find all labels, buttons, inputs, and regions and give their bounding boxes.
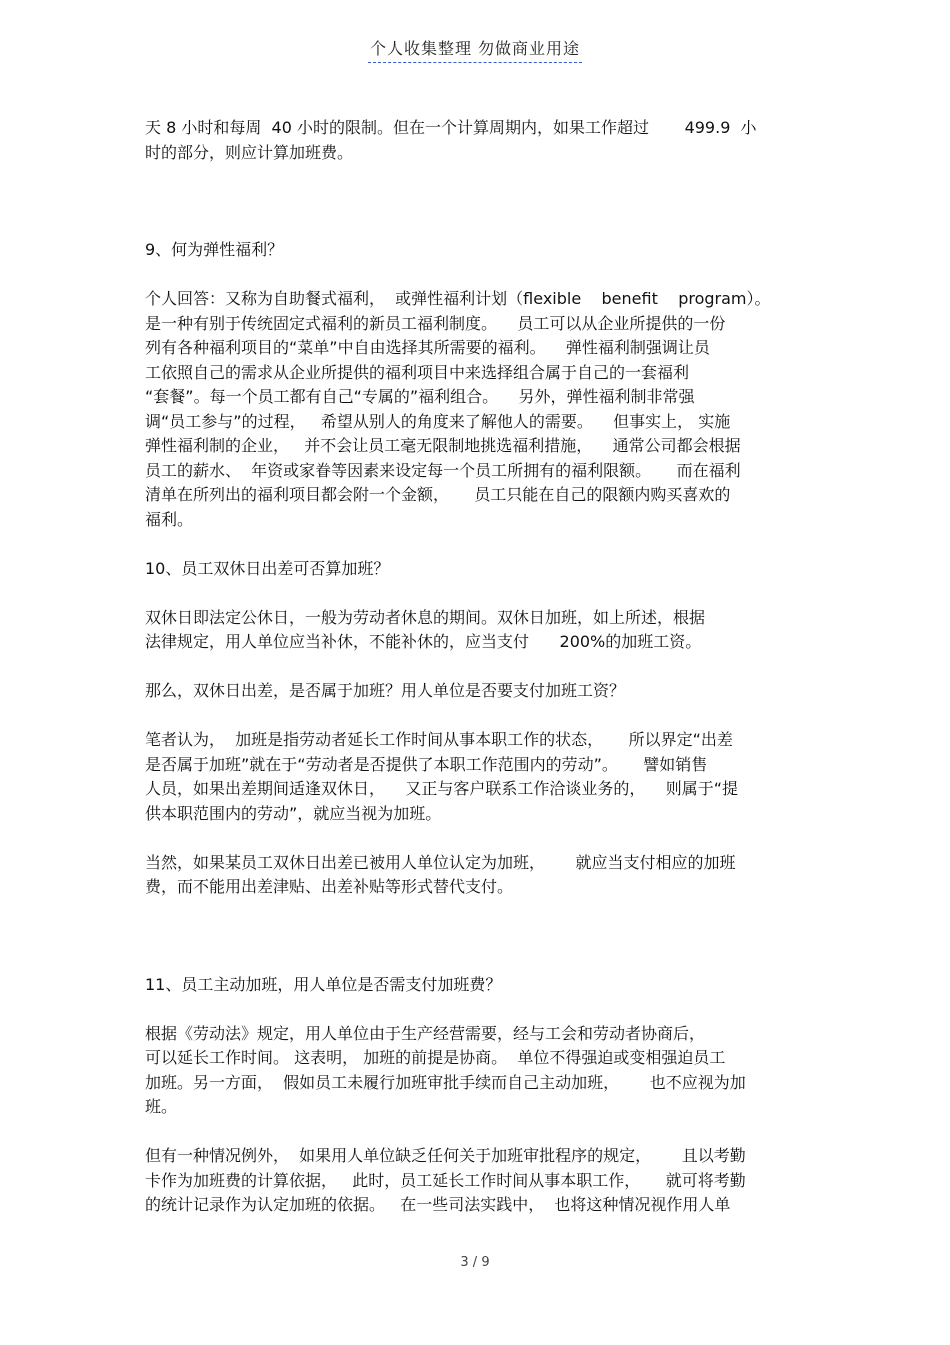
text-line: 笔者认为， 加班是指劳动者延长工作时间从事本职工作的状态， 所以界定“出差 — [145, 730, 733, 749]
text-line: 福利。 — [145, 509, 194, 529]
text-line: 是否属于加班”就在于“劳动者是否提供了本职工作范围内的劳动”。 譬如销售 — [145, 754, 708, 774]
question-heading: 10、员工双休日出差可否算加班？ — [145, 558, 390, 578]
text-line: 费，而不能用出差津贴、出差补贴等形式替代支付。 — [145, 877, 514, 896]
text-line: 可以延长工作时间。 这表明， 加班的前提是协商。 单位不得强迫或变相强迫员工 — [145, 1048, 726, 1067]
text-line: 根据《劳动法》规定，用人单位由于生产经营需要，经与工会和劳动者协商后， — [145, 1023, 706, 1043]
text-line: 供本职范围内的劳动”，就应当视为加班。 — [145, 803, 442, 823]
text-line: 清单在所列出的福利项目都会附一个金额， 员工只能在自己的限额内购买喜欢的 — [145, 485, 731, 504]
text-line: 弹性福利制的企业， 并不会让员工毫无限制地挑选福利措施， 通常公司都会根据 — [145, 436, 741, 455]
text-line: 班。 — [145, 1097, 178, 1116]
text-line: 当然，如果某员工双休日出差已被用人单位认定为加班， 就应当支付相应的加班 — [145, 852, 736, 872]
text-line: 列有各种福利项目的“菜单”中自由选择其所需要的福利。 弹性福利制强调让员 — [145, 338, 710, 357]
paragraph — [145, 606, 805, 655]
text-line: 是一种有别于传统固定式福利的新员工福利制度。 员工可以从企业所提供的一份 — [145, 313, 726, 333]
text-line: 加班。另一方面， 假如员工未履行加班审批手续而自己主动加班， 也不应视为加 — [145, 1072, 746, 1092]
page-number: 3 / 9 — [460, 1255, 490, 1270]
question-heading: 9、何为弹性福利？ — [145, 240, 284, 259]
text-line: 那么，双休日出差，是否属于加班？用人单位是否要支付加班工资？ — [145, 681, 626, 700]
page-header — [0, 36, 950, 59]
paragraph — [145, 1144, 805, 1218]
text-line: 工依照自己的需求从企业所提供的福利项目中来选择组合属于自己的一套福利 — [145, 362, 690, 382]
paragraph — [145, 116, 805, 165]
paragraph — [145, 851, 805, 900]
text-line: 但有一种情况例外， 如果用人单位缺乏任何关于加班审批程序的规定， 且以考勤 — [145, 1146, 746, 1165]
paragraph — [145, 1022, 805, 1120]
text-line: 调“员工参与”的过程， 希望从别人的角度来了解他人的需要。 但事实上， 实施 — [145, 411, 731, 431]
text-line: 个人回答：又称为自助餐式福利， 或弹性福利计划（flexible benefit program）。 — [145, 289, 771, 308]
text-line: 人员，如果出差期间适逢双休日， 又正与客户联系工作洽谈业务的， 则属于“提 — [145, 779, 738, 798]
paragraph — [145, 728, 805, 826]
text-line: “套餐”。每一个员工都有自己“专属的”福利组合。 另外，弹性福利制非常强 — [145, 387, 695, 406]
question-heading: 11、员工主动加班，用人单位是否需支付加班费？ — [145, 974, 502, 994]
paragraph — [145, 287, 805, 532]
document-body — [145, 116, 805, 1218]
text-line: 员工的薪水、 年资或家眷等因素来设定每一个员工所拥有的福利限额。 而在福利 — [145, 460, 741, 480]
text-line: 卡作为加班费的计算依据， 此时，员工延长工作时间从事本职工作， 就可将考勤 — [145, 1170, 746, 1190]
header-title: 个人收集整理 勿做商业用途 — [368, 39, 582, 63]
text-line: 天 8 小时和每周 40 小时的限制。但在一个计算周期内，如果工作超过 499.9 小 — [145, 118, 757, 137]
text-line: 时的部分，则应计算加班费。 — [145, 142, 354, 162]
text-line: 法律规定，用人单位应当补休，不能补休的，应当支付 200%的加班工资。 — [145, 632, 702, 651]
text-line: 的统计记录作为认定加班的依据。 在一些司法实践中， 也将这种情况视作用人单 — [145, 1195, 731, 1214]
text-line: 双休日即法定公休日，一般为劳动者休息的期间。双休日加班，如上所述，根据 — [145, 607, 706, 627]
